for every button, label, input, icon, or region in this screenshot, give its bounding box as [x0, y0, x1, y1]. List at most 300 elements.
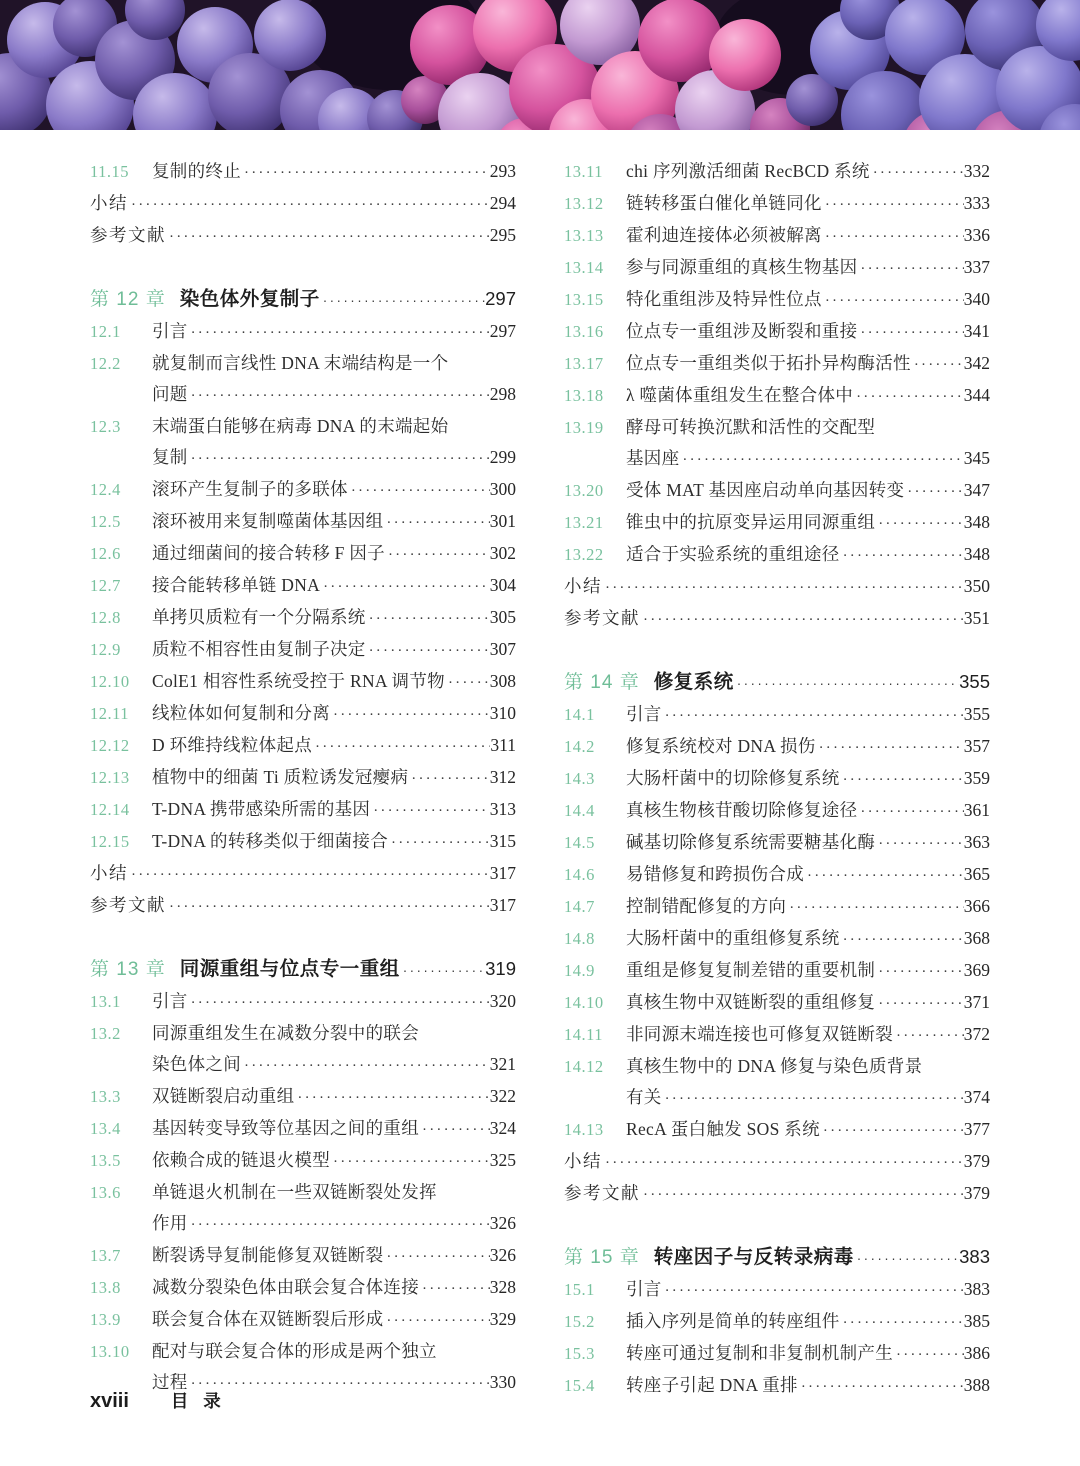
section-title: 霍利迪连接体必须被解离: [626, 225, 822, 245]
section-number: 13.14: [564, 258, 604, 277]
entry-page: 345: [963, 448, 990, 468]
toc-section-row: [564, 827, 990, 859]
section-number: 14.11: [564, 1025, 604, 1044]
dot-leader: [602, 1146, 964, 1178]
section-title: D 环维持线粒体起点: [152, 735, 313, 755]
toc-section-row: [90, 698, 516, 730]
section-title: 复制的终止: [152, 161, 241, 181]
section-title: 碱基切除修复系统需要糖基化酶: [626, 832, 876, 852]
section-number: 12.11: [90, 704, 130, 723]
toc-section-row: [564, 412, 990, 443]
section-line: [626, 475, 990, 507]
section-line: [152, 156, 516, 188]
section-line: [152, 1145, 516, 1177]
entry-page: 365: [963, 864, 990, 884]
section-line: [626, 795, 990, 827]
section-line: [626, 220, 990, 252]
entry-page: 326: [489, 1213, 516, 1233]
toc-section-row: [564, 1051, 990, 1082]
dot-leader: [840, 763, 964, 795]
section-number: 13.1: [90, 992, 121, 1011]
section-line: [626, 1114, 990, 1146]
entry-page: 340: [963, 289, 990, 309]
dot-leader: [400, 954, 485, 986]
section-line: [152, 1272, 516, 1304]
section-line: [626, 1082, 990, 1114]
toc-section-continuation-row: [90, 442, 516, 474]
dot-leader: [798, 1370, 964, 1402]
section-number: 14.4: [564, 801, 595, 820]
section-title: 减数分裂染色体由联会复合体连接: [152, 1277, 419, 1297]
section-line: [626, 1370, 990, 1402]
dot-leader: [330, 1145, 490, 1177]
section-line: [626, 252, 990, 284]
section-line: [626, 827, 990, 859]
dot-leader: [662, 699, 964, 731]
toc-section-row: [564, 1114, 990, 1146]
toc-section-row: [90, 730, 516, 762]
entry-page: 348: [963, 512, 990, 532]
section-line: [626, 1274, 990, 1306]
dot-leader: [857, 316, 963, 348]
entry-page: 359: [963, 768, 990, 788]
toc-section-row: [90, 826, 516, 858]
toc-section-row: [90, 156, 516, 188]
toc-chapter-row: [564, 1242, 990, 1274]
section-line: [152, 442, 516, 474]
entry-page: 368: [963, 928, 990, 948]
dot-leader: [312, 730, 490, 762]
entry-page: 342: [963, 353, 990, 373]
entry-label: 小结: [90, 863, 128, 883]
entry-page: 329: [489, 1309, 516, 1329]
section-number: 15.3: [564, 1344, 595, 1363]
dot-leader: [875, 507, 964, 539]
entry-page: 301: [489, 511, 516, 531]
dot-leader: [408, 762, 489, 794]
dot-leader: [854, 1242, 959, 1274]
section-line: [626, 1306, 990, 1338]
dot-leader: [602, 571, 964, 603]
dot-leader: [383, 1240, 489, 1272]
dot-leader: [385, 538, 490, 570]
section-number: 12.1: [90, 322, 121, 341]
toc-section-row: [564, 1019, 990, 1051]
section-line: [152, 1113, 516, 1145]
entry-page: 385: [963, 1311, 990, 1331]
section-line: [626, 1338, 990, 1370]
section-title: 联会复合体在双链断裂后形成: [152, 1309, 384, 1329]
section-number: 13.13: [564, 226, 604, 245]
toc-section-row: [90, 794, 516, 826]
section-title: 通过细菌间的接合转移 F 因子: [152, 543, 385, 563]
toc-column-left: [90, 156, 516, 1402]
section-title: 引言: [626, 1279, 662, 1299]
toc-section-row: [564, 1306, 990, 1338]
section-title: 断裂诱导复制能修复双链断裂: [152, 1245, 384, 1265]
dot-leader: [348, 474, 490, 506]
toc-section-row: [90, 986, 516, 1018]
dot-leader: [366, 602, 490, 634]
section-number: 15.4: [564, 1376, 595, 1395]
toc-section-row: [90, 348, 516, 379]
section-title: 重组是修复复制差错的重要机制: [626, 960, 876, 980]
toc-section-row: [90, 1018, 516, 1049]
section-title: 线粒体如何复制和分离: [152, 703, 330, 723]
dot-leader: [786, 891, 964, 923]
section-line: [152, 762, 516, 794]
toc-section-row: [90, 1304, 516, 1336]
entry-page: 312: [489, 767, 516, 787]
section-line: [626, 1019, 990, 1051]
section-title: 位点专一重组涉及断裂和重接: [626, 321, 858, 341]
entry-page: 357: [963, 736, 990, 756]
entry-page: 366: [963, 896, 990, 916]
section-line: [152, 794, 516, 826]
section-title: RecA 蛋白触发 SOS 系统: [626, 1119, 820, 1139]
section-number: 13.3: [90, 1087, 121, 1106]
section-line: [626, 731, 990, 763]
entry-page: 295: [489, 225, 516, 245]
toc-section-row: [564, 1370, 990, 1402]
section-title: 酵母可转换沉默和活性的交配型: [626, 417, 876, 437]
dot-leader: [822, 284, 964, 316]
entry-page: 324: [489, 1118, 516, 1138]
entry-page: 351: [963, 608, 990, 628]
toc-section-row: [564, 699, 990, 731]
toc-section-row: [564, 348, 990, 380]
section-title: 滚环被用来复制噬菌体基因组: [152, 511, 384, 531]
entry-page: 302: [489, 543, 516, 563]
section-line: [152, 730, 516, 762]
section-number: 13.22: [564, 545, 604, 564]
section-line: [626, 987, 990, 1019]
section-number: 12.8: [90, 608, 121, 627]
entry-page: 321: [489, 1054, 516, 1074]
entry-page: 313: [489, 799, 516, 819]
toc-section-row: [564, 795, 990, 827]
entry-page: 297: [489, 321, 516, 341]
toc-section-row: [564, 539, 990, 571]
entry-page: 337: [963, 257, 990, 277]
section-number: 13.20: [564, 481, 604, 500]
section-number: 14.8: [564, 929, 595, 948]
toc-section-row: [564, 316, 990, 348]
dot-leader: [875, 827, 964, 859]
section-line: [626, 891, 990, 923]
section-line: [152, 379, 516, 411]
dot-leader: [822, 188, 964, 220]
section-line: [626, 380, 990, 412]
section-number: 12.5: [90, 512, 121, 531]
entry-page: 308: [489, 671, 516, 691]
section-line: [626, 763, 990, 795]
toc-plain-row: [564, 603, 990, 635]
section-line: [626, 539, 990, 571]
toc-section-continuation-row: [90, 1049, 516, 1081]
section-line: [626, 316, 990, 348]
toc-page-body: [0, 130, 1080, 1402]
section-title: 过程: [152, 1372, 188, 1392]
entry-page: 310: [489, 703, 516, 723]
section-line: [152, 826, 516, 858]
section-line: [152, 474, 516, 506]
section-title: 末端蛋白能够在病毒 DNA 的末端起始: [152, 416, 449, 436]
section-number: 14.5: [564, 833, 595, 852]
entry-label: 参考文献: [564, 1183, 640, 1203]
section-number: 14.1: [564, 705, 595, 724]
toc-section-row: [90, 1177, 516, 1208]
section-number: 14.9: [564, 961, 595, 980]
section-title: 真核生物核苷酸切除修复途径: [626, 800, 858, 820]
dot-leader: [188, 316, 490, 348]
section-title: 控制错配修复的方向: [626, 896, 787, 916]
section-title: 易错修复和跨损伤合成: [626, 864, 804, 884]
section-line: [152, 538, 516, 570]
toc-section-row: [90, 1240, 516, 1272]
entry-page: 315: [489, 831, 516, 851]
section-title: 滚环产生复制子的多联体: [152, 479, 348, 499]
toc-section-continuation-row: [90, 1208, 516, 1240]
dot-leader: [383, 506, 489, 538]
dot-leader: [188, 442, 490, 474]
section-title: 适合于实验系统的重组途径: [626, 544, 840, 564]
section-number: 12.6: [90, 544, 121, 563]
section-number: 14.2: [564, 737, 595, 756]
entry-page: 350: [963, 576, 990, 596]
section-number: 11.15: [90, 162, 130, 181]
section-line: [626, 859, 990, 891]
entry-page: 320: [489, 991, 516, 1011]
section-title: 基因转变导致等位基因之间的重组: [152, 1118, 419, 1138]
section-line: [152, 1240, 516, 1272]
entry-page: 299: [489, 447, 516, 467]
entry-label: 参考文献: [564, 608, 640, 628]
chapter-number: 第 14 章: [564, 672, 640, 693]
toc-section-row: [90, 570, 516, 602]
toc-plain-row: [564, 571, 990, 603]
section-title: 配对与联会复合体的形成是两个独立: [152, 1341, 437, 1361]
chapter-title: 染色体外复制子: [179, 288, 320, 310]
dot-leader: [662, 1274, 964, 1306]
chapter-title: 同源重组与位点专一重组: [179, 958, 400, 980]
toc-section-row: [564, 731, 990, 763]
dot-leader: [383, 1304, 489, 1336]
entry-page: 298: [489, 384, 516, 404]
dot-leader: [330, 698, 490, 730]
section-line: [152, 348, 516, 378]
entry-label: 参考文献: [90, 895, 166, 915]
entry-page: 374: [963, 1087, 990, 1107]
entry-page: 332: [963, 161, 990, 181]
section-number: 13.11: [564, 162, 604, 181]
section-number: 12.7: [90, 576, 121, 595]
toc-section-row: [90, 1113, 516, 1145]
entry-page: 325: [489, 1150, 516, 1170]
section-line: [626, 156, 990, 188]
toc-column-right: [564, 156, 990, 1402]
dot-leader: [904, 475, 963, 507]
section-line: [152, 666, 516, 698]
toc-section-row: [564, 475, 990, 507]
section-line: [626, 284, 990, 316]
dot-leader: [419, 1272, 490, 1304]
toc-chapter-row: [564, 667, 990, 699]
section-title: 插入序列是简单的转座组件: [626, 1311, 840, 1331]
chapter-number: 第 13 章: [90, 959, 166, 980]
toc-section-row: [90, 666, 516, 698]
entry-page: 326: [489, 1245, 516, 1265]
dot-leader: [853, 380, 964, 412]
toc-plain-row: [90, 220, 516, 252]
section-number: 13.19: [564, 418, 604, 437]
toc-section-row: [90, 1336, 516, 1367]
toc-section-row: [90, 1272, 516, 1304]
toc-section-row: [564, 156, 990, 188]
toc-section-row: [90, 506, 516, 538]
section-line: [626, 699, 990, 731]
dot-leader: [188, 986, 490, 1018]
section-title: 大肠杆菌中的切除修复系统: [626, 768, 840, 788]
section-title: 参与同源重组的真核生物基因: [626, 257, 858, 277]
section-title: 单拷贝质粒有一个分隔系统: [152, 607, 366, 627]
section-title: 链转移蛋白催化单链同化: [626, 193, 822, 213]
dot-leader: [857, 795, 963, 827]
section-title: 锥虫中的抗原变异运用同源重组: [626, 512, 876, 532]
dot-leader: [388, 826, 490, 858]
section-line: [152, 1018, 516, 1048]
section-title: 非同源末端连接也可修复双链断裂: [626, 1024, 893, 1044]
toc-section-row: [564, 380, 990, 412]
section-line: [626, 412, 990, 442]
toc-section-row: [564, 987, 990, 1019]
section-number: 12.4: [90, 480, 121, 499]
section-number: 13.5: [90, 1151, 121, 1170]
toc-section-row: [564, 891, 990, 923]
section-number: 13.4: [90, 1119, 121, 1138]
dot-leader: [893, 1019, 964, 1051]
toc-section-row: [564, 763, 990, 795]
entry-page: 348: [963, 544, 990, 564]
section-title: 引言: [626, 704, 662, 724]
dot-leader: [734, 667, 959, 699]
section-number: 13.18: [564, 386, 604, 405]
dot-leader: [166, 890, 490, 922]
toc-section-row: [90, 602, 516, 634]
dot-leader: [188, 1208, 490, 1240]
entry-page: 363: [963, 832, 990, 852]
section-line: [152, 316, 516, 348]
section-number: 14.10: [564, 993, 604, 1012]
section-line: [152, 570, 516, 602]
entry-page: 371: [963, 992, 990, 1012]
chapter-page: 383: [959, 1246, 990, 1267]
section-number: 12.13: [90, 768, 130, 787]
entry-page: 388: [963, 1375, 990, 1395]
toc-section-row: [564, 1338, 990, 1370]
section-number: 13.15: [564, 290, 604, 309]
section-title: 引言: [152, 991, 188, 1011]
section-line: [626, 1051, 990, 1081]
toc-plain-row: [90, 188, 516, 220]
toc-section-continuation-row: [564, 443, 990, 475]
section-number: 12.9: [90, 640, 121, 659]
section-title: 就复制而言线性 DNA 末端结构是一个: [152, 353, 449, 373]
section-number: 12.14: [90, 800, 130, 819]
chapter-page: 355: [959, 671, 990, 692]
entry-page: 386: [963, 1343, 990, 1363]
section-title: T-DNA 携带感染所需的基因: [152, 799, 371, 819]
toc-section-row: [90, 538, 516, 570]
section-title: 位点专一重组类似于拓扑异构酶活性: [626, 353, 911, 373]
dot-leader: [857, 252, 963, 284]
toc-plain-row: [90, 858, 516, 890]
section-title: 引言: [152, 321, 188, 341]
entry-page: 372: [963, 1024, 990, 1044]
section-title: 依赖合成的链退火模型: [152, 1150, 330, 1170]
section-line: [152, 506, 516, 538]
section-title: 植物中的细菌 Ti 质粒诱发冠瘿病: [152, 767, 409, 787]
section-line: [626, 348, 990, 380]
section-number: 13.6: [90, 1183, 121, 1202]
entry-page: 322: [489, 1086, 516, 1106]
section-number: 12.12: [90, 736, 130, 755]
toc-section-continuation-row: [90, 379, 516, 411]
entry-page: 341: [963, 321, 990, 341]
toc-section-row: [564, 220, 990, 252]
entry-page: 293: [489, 161, 516, 181]
entry-page: 379: [963, 1183, 990, 1203]
toc-plain-row: [564, 1146, 990, 1178]
entry-page: 328: [489, 1277, 516, 1297]
toc-section-row: [90, 1145, 516, 1177]
section-number: 12.3: [90, 417, 121, 436]
toc-section-row: [564, 955, 990, 987]
entry-page: 300: [489, 479, 516, 499]
section-title: chi 序列激活细菌 RecBCD 系统: [626, 161, 870, 181]
section-line: [626, 188, 990, 220]
section-title: 真核生物中双链断裂的重组修复: [626, 992, 876, 1012]
entry-label: 参考文献: [90, 225, 166, 245]
toc-section-row: [90, 1081, 516, 1113]
section-title: ColE1 相容性系统受控于 RNA 调节物: [152, 671, 445, 691]
entry-page: 311: [490, 735, 516, 755]
section-title: 有关: [626, 1087, 662, 1107]
chapter-number: 第 15 章: [564, 1247, 640, 1268]
section-line: [152, 1177, 516, 1207]
entry-page: 347: [963, 480, 990, 500]
section-number: 15.1: [564, 1280, 595, 1299]
entry-page: 361: [963, 800, 990, 820]
entry-page: 383: [963, 1279, 990, 1299]
section-number: 14.7: [564, 897, 595, 916]
section-number: 14.6: [564, 865, 595, 884]
dot-leader: [188, 379, 490, 411]
section-line: [152, 1336, 516, 1366]
section-title: 同源重组发生在减数分裂中的联会: [152, 1023, 419, 1043]
toc-section-continuation-row: [564, 1082, 990, 1114]
entry-label: 小结: [90, 193, 128, 213]
footer-section-title: 目 录: [170, 1391, 226, 1411]
dot-leader: [320, 284, 485, 316]
entry-page: 379: [963, 1151, 990, 1171]
dot-leader: [875, 987, 964, 1019]
section-number: 12.2: [90, 354, 121, 373]
section-number: 12.15: [90, 832, 130, 851]
dot-leader: [128, 858, 490, 890]
entry-page: 377: [963, 1119, 990, 1139]
toc-section-row: [564, 252, 990, 284]
